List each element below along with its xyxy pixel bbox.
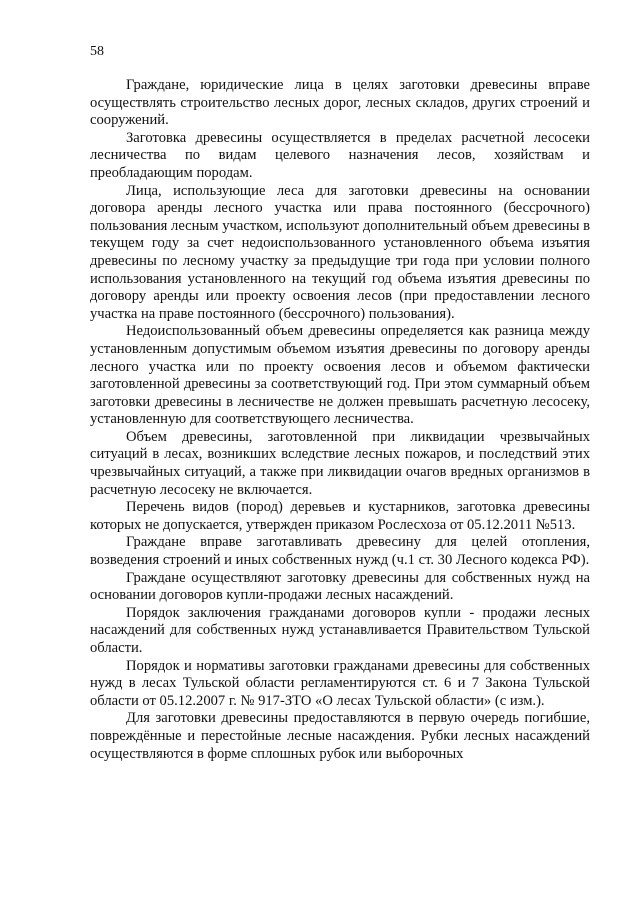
paragraph: Граждане вправе заготавливать древесину для целей отопления, возведения строений и иных собственных нужд (ч.1 ст. 30 Лесного кодекса РФ).	[90, 534, 590, 569]
paragraph: Для заготовки древесины предоставляются в первую очередь погибшие, повреждённые и перестойные лесные насаждения. Рубки лесных насаждений осуществляются в форме сплошных рубок или выборочных	[90, 710, 590, 762]
paragraph: Граждане, юридические лица в целях заготовки древесины вправе осуществлять строительство лесных дорог, лесных складов, других строений и сооружений.	[90, 77, 590, 129]
paragraph: Порядок заключения гражданами договоров купли - продажи лесных насаждений для собственных нужд устанавливается Правительством Тульской области.	[90, 604, 590, 656]
page-number: 58	[90, 44, 104, 59]
document-body	[90, 77, 590, 763]
paragraph: Граждане осуществляют заготовку древесины для собственных нужд на основании договоров купли-продажи лесных насаждений.	[90, 569, 590, 604]
paragraph: Заготовка древесины осуществляется в пределах расчетной лесосеки лесничества по видам целевого назначения лесов, хозяйствам и преобладающим породам.	[90, 129, 590, 181]
paragraph: Перечень видов (пород) деревьев и кустарников, заготовка древесины которых не допускается, утвержден приказом Рослесхоза от 05.12.2011 №513.	[90, 499, 590, 533]
paragraph: Недоиспользованный объем древесины определяется как разница между установленным допустимым объемом изъятия древесины по договору аренды лесного участка или по проекту освоения лесов и объемом фактически заготовленной древесины за соответствующий год. При этом суммарный объем заготовки древесины в лесничестве не должен превышать расчетную лесосеку, установленную для соответствующего лесничества.	[90, 323, 590, 428]
paragraph: Лица, использующие леса для заготовки древесины на основании договора аренды лесного участка или права постоянного (бессрочного) пользования лесным участком, используют дополнительный объем древесины в текущем году за счет недоиспользованного установленного объема изъятия древесины по лесному участку за предыдущие три года при условии полного использования установленного на текущий год объема изъятия древесины по договору аренды или проекту освоения лесов (при предоставлении лесного участка на праве постоянного (бессрочного) пользования).	[90, 182, 590, 322]
paragraph: Порядок и нормативы заготовки гражданами древесины для собственных нужд в лесах Тульской области регламентируются ст. 6 и 7 Закона Тульской области от 05.12.2007 г. № 917-ЗТО «О лесах Тульской области» (с изм.).	[90, 657, 590, 709]
paragraph: Объем древесины, заготовленной при ликвидации чрезвычайных ситуаций в лесах, возникших вследствие лесных пожаров, и последствий этих чрезвычайных ситуаций, а также при ликвидации очагов вредных организмов в расчетную лесосеку не включается.	[90, 428, 590, 498]
